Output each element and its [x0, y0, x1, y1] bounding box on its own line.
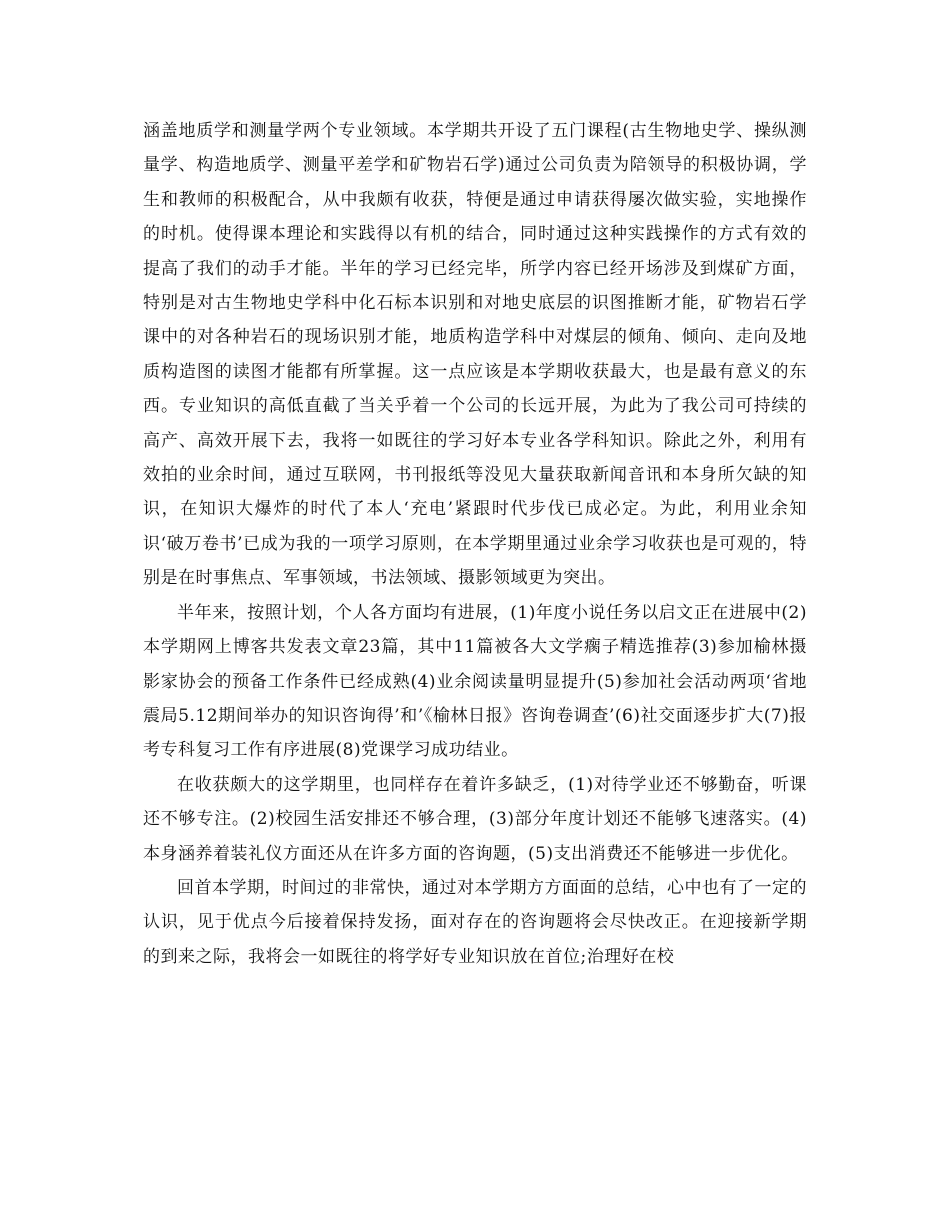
paragraph-2: 半年来，按照计划，个人各方面均有进展，(1)年度小说任务以启文正在进展中(2)本学期网上博客共发表文章23篇，其中11篇被各大文学瘸子精选推荐(3)参加榆林摄影家协会的预备工作条件已经成熟(4)业余阅读量明显提升(5)参加社会活动两项‘省地震局5.12期间举办的知识咨询得’和’《榆林日报》咨询卷调查’(6)社交面逐步扩大(7)报考专科复习工作有序进展(8)党课学习成功结业。 [143, 602, 807, 761]
paragraph-4: 回首本学期，时间过的非常快，通过对本学期方方面面的总结，心中也有了一定的认识，见于优点今后接着保持发扬，面对存在的咨询题将会尽快改正。在迎接新学期的到来之际，我将会一如既往的将学好专业知识放在首位;治理好在校 [143, 877, 807, 967]
paragraph-1: 涵盖地质学和测量学两个专业领域。本学期共开设了五门课程(古生物地史学、操纵测量学、构造地质学、测量平差学和矿物岩石学)通过公司负责为陪领导的积极协调，学生和教师的积极配合，从中我颇有收获，特便是通过申请获得屡次做实验，实地操作的时机。使得课本理论和实践得以有机的结合，同时通过这种实践操作的方式有效的提高了我们的动手才能。半年的学习已经完毕，所学内容已经开场涉及到煤矿方面，特别是对古生物地史学科中化石标本识别和对地史底层的识图推断才能，矿物岩石学课中的对各种岩石的现场识别才能，地质构造学科中对煤层的倾角、倾向、走向及地质构造图的读图才能都有所掌握。这一点应该是本学期收获最大，也是最有意义的东西。专业知识的高低直截了当关乎着一个公司的长远开展，为此为了我公司可持续的高产、高效开展下去，我将一如既往的学习好本专业各学科知识。除此之外，利用有效拍的业余时间，通过互联网，书刊报纸等没见大量获取新闻音讯和本身所欠缺的知识，在知识大爆炸的时代了本人‘充电’紧跟时代步伐已成必定。为此，利用业余知识‘破万卷书’已成为我的一项学习原则，在本学期里通过业余学习收获也是可观的，特别是在时事焦点、军事领域，书法领域、摄影领域更为突出。 [143, 121, 807, 589]
paragraph-3: 在收获颇大的这学期里，也同样存在着许多缺乏，(1)对待学业还不够勤奋，听课还不够专注。(2)校园生活安排还不够合理，(3)部分年度计划还不能够飞速落实。(4)本身涵养着装礼仪方面还从在许多方面的咨询题，(5)支出消费还不能够进一步优化。 [143, 774, 807, 864]
document-body [143, 114, 807, 974]
